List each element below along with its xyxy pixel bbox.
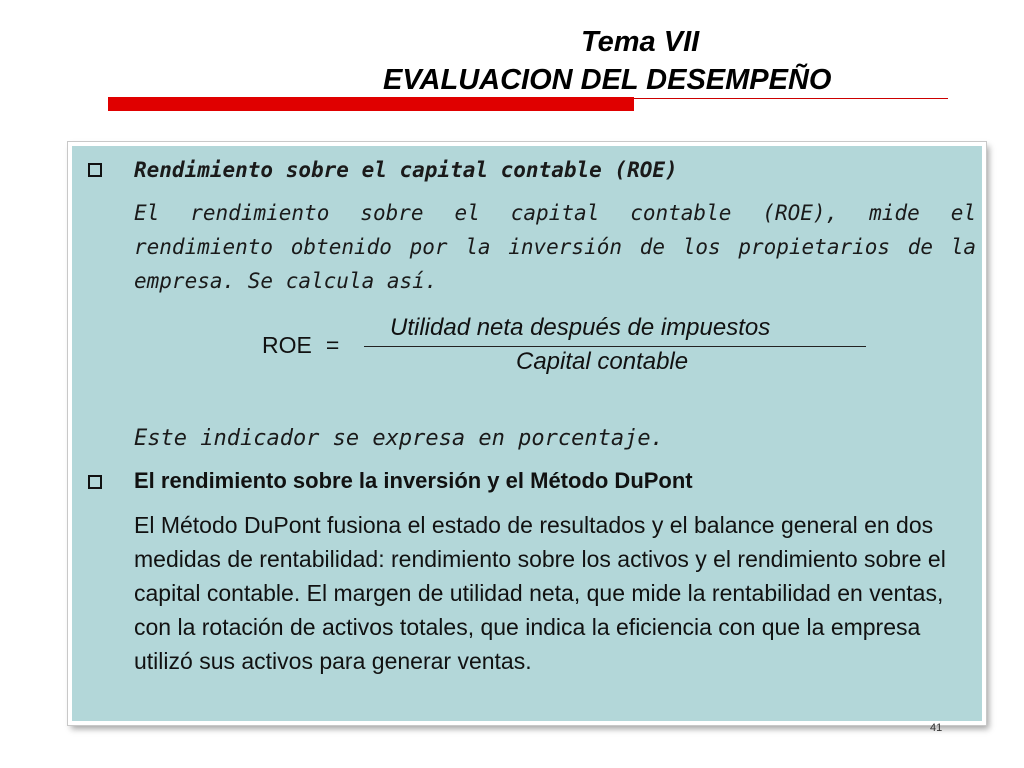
roe-heading: Rendimiento sobre el capital contable (ROE) [134, 158, 678, 182]
content-panel [68, 142, 986, 725]
fraction-bar [364, 346, 866, 347]
square-bullet-icon [88, 475, 102, 489]
formula-label [262, 332, 339, 359]
title-underline-red-bar [108, 97, 634, 111]
formula-denominator: Capital contable [516, 348, 689, 375]
formula-equals: = [325, 332, 340, 358]
dupont-description: El Método DuPont fusiona el estado de resultados y el balance general en dos medidas de rentabilidad: rendimiento sobre los activos y el rendimiento sobre el capital contable. El margen de utilidad neta, que mide la rentabilidad en ventas, con la rotación de activos totales, que indica la eficiencia con que la empresa utilizó sus activos para generar ventas. [134, 512, 946, 674]
slide-title-topic: Tema VII [581, 26, 700, 58]
page-number: 41 [930, 722, 943, 734]
percentage-note: Este indicador se expresa en porcentaje. [134, 426, 664, 451]
dupont-heading: El rendimiento sobre la inversión y el Método DuPont [134, 468, 693, 493]
formula-numerator: Utilidad neta después de impuestos [390, 314, 771, 341]
roe-description: El rendimiento sobre el capital contable (ROE), mide el rendimiento obtenido por la inversión de los propietarios de la empresa. Se calcula así. [134, 201, 976, 293]
slide-title-subject: EVALUACION DEL DESEMPEÑO [383, 64, 832, 96]
square-bullet-icon [88, 163, 102, 177]
formula-roe: ROE [262, 332, 312, 358]
